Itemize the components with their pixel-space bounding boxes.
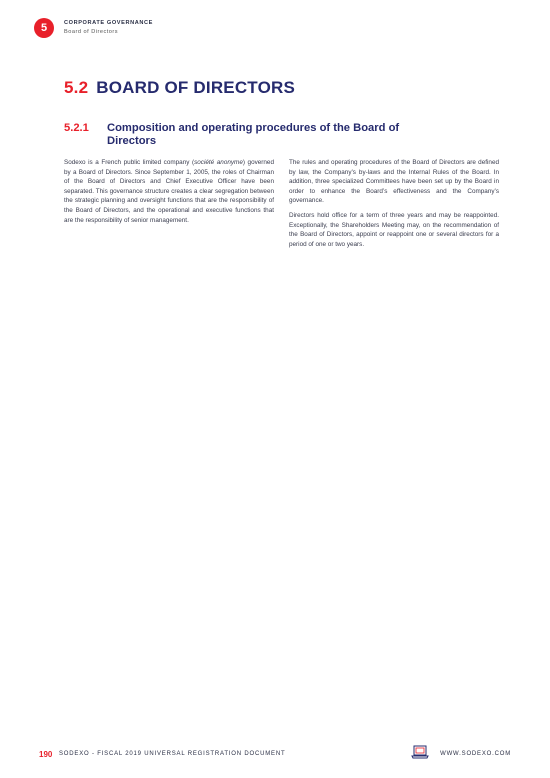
- heading-number: 5.2: [64, 78, 89, 97]
- subheading-title: Composition and operating procedures of the Board of Directors: [107, 122, 400, 147]
- page-number: 190: [39, 750, 53, 759]
- document-title: SODEXO - FISCAL 2019 UNIVERSAL REGISTRATION DOCUMENT: [59, 751, 286, 757]
- section-title: CORPORATE GOVERNANCE: [64, 20, 153, 26]
- website-link[interactable]: WWW.SODEXO.COM: [440, 751, 511, 757]
- right-paragraph-1: The rules and operating procedures of the Board of Directors are defined by law, the Company’s by-laws and the Internal Rules of the Board. In addition, three specialized Committees have been set up by the Board in order to enhance the Board’s effectiveness and the Company’s governance.: [289, 159, 499, 205]
- subheading: [64, 122, 444, 147]
- chapter-badge: 5: [34, 18, 54, 38]
- subheading-number: 5.2.1: [64, 122, 89, 134]
- left-column: [64, 158, 274, 230]
- section-subtitle: Board of Directors: [64, 29, 119, 35]
- right-column: [289, 158, 499, 254]
- paragraph-text: Sodexo is a French public limited company (: [64, 159, 195, 166]
- page-title: [64, 78, 295, 98]
- paragraph-italic: société anonyme: [194, 159, 243, 166]
- paragraph-text: ) governed by a Board of Directors. Since September 1, 2005, the roles of Chairman of the Board of Directors and Chief Executive Officer have been separated. This governance structure creates a clear segregation between the strategic planning and oversight functions that are the responsibility of the Board of Directors, and the operational and executive functions that are the responsibility of senior management.: [64, 159, 274, 224]
- footer: [39, 750, 511, 762]
- right-paragraph-2: Directors hold office for a term of three years and may be reappointed. Exceptionally, the Shareholders Meeting may, on the recommendation of the Board of Directors, appoint or reappoint one or several directors for a period of one or two years.: [289, 211, 499, 248]
- running-head: [64, 20, 153, 35]
- laptop-icon: [411, 745, 429, 759]
- heading-title: BOARD OF DIRECTORS: [96, 78, 296, 97]
- left-paragraph: [64, 158, 274, 225]
